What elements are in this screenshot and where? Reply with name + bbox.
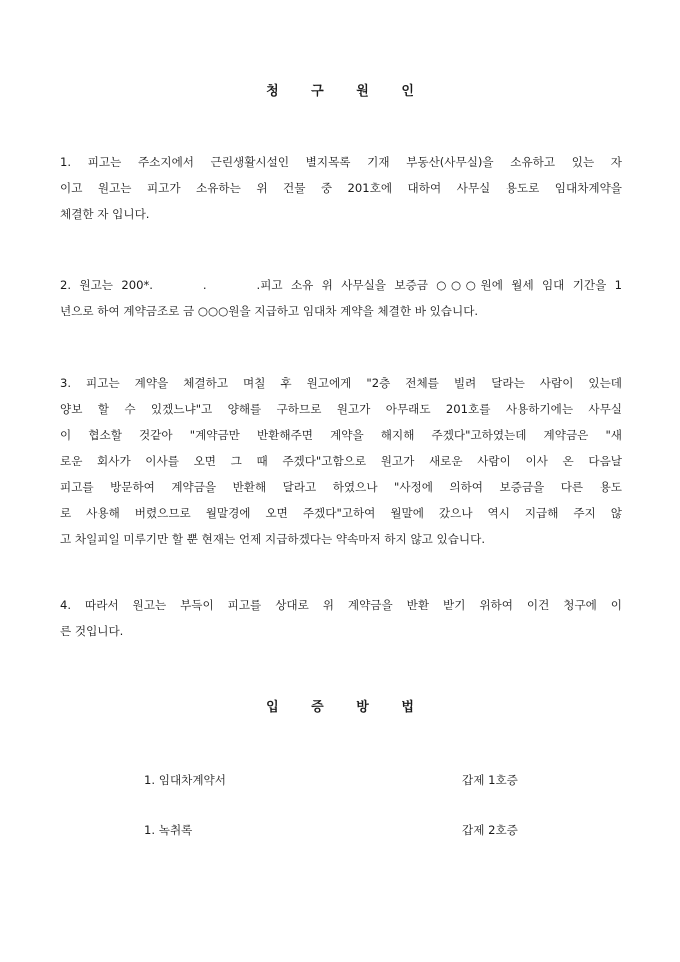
evidence-label: 1. 임대차계약서 — [144, 773, 226, 787]
paragraph-line: 1. 피고는 주소지에서 근린생활시설인 별지목록 기재 부동산(사무실)을 소유하고 있는 자 — [60, 155, 622, 169]
paragraph-line: 고 차일피일 미루기만 할 뿐 현재는 언제 지급하겠다는 약속마저 하지 않고 있습니다. — [60, 532, 486, 546]
evidence-code: 갑제 2호증 — [462, 823, 518, 837]
paragraph-line: 2. 원고는 200*. . .피고 소유 위 사무실을 보증금 ○○○원에 월세 임대 기간을 1 — [60, 278, 622, 292]
paragraph-line: 이고 원고는 피고가 소유하는 위 건물 중 201호에 대하여 사무실 용도로 임대차계약을 — [60, 181, 622, 195]
paragraph-line: 른 것입니다. — [60, 624, 124, 638]
paragraph-line: 체결한 자 입니다. — [60, 207, 150, 221]
paragraph-1 — [60, 149, 622, 227]
paragraph-3 — [60, 370, 622, 552]
claim-cause-heading: 청 구 원 인 — [266, 84, 428, 99]
paragraph-line: 년으로 하여 계약금조로 금 ○○○원을 지급하고 임대차 계약을 체결한 바 있습니다. — [60, 304, 479, 318]
evidence-item — [144, 819, 544, 841]
proof-method-heading: 입 증 방 법 — [266, 700, 428, 715]
evidence-item — [144, 769, 544, 791]
paragraph-line: 피고를 방문하여 계약금을 반환해 달라고 하였으나 "사정에 의하여 보증금을 다른 용도 — [60, 480, 622, 494]
paragraph-2 — [60, 272, 622, 324]
evidence-label: 1. 녹취록 — [144, 823, 193, 837]
paragraph-4 — [60, 592, 622, 644]
paragraph-line: 3. 피고는 계약을 체결하고 며칠 후 원고에게 "2층 전체를 빌려 달라는 사람이 있는데 — [60, 376, 622, 390]
paragraph-line: 로 사용해 버렸으므로 월말경에 오면 주겠다"고하여 월말에 갔으나 역시 지급해 주지 않 — [60, 506, 622, 520]
paragraph-line: 이 협소할 것같아 "계약금만 반환해주면 계약을 해지해 주겠다"고하였는데 계약금은 "새 — [60, 428, 622, 442]
paragraph-line: 양보 할 수 있겠느냐"고 양해를 구하므로 원고가 아무래도 201호를 사용하기에는 사무실 — [60, 402, 622, 416]
evidence-code: 갑제 1호증 — [462, 773, 518, 787]
paragraph-line: 로운 회사가 이사를 오면 그 때 주겠다"고함으로 원고가 새로운 사람이 이사 온 다음날 — [60, 454, 622, 468]
paragraph-line: 4. 따라서 원고는 부득이 피고를 상대로 위 계약금을 반환 받기 위하여 이건 청구에 이 — [60, 598, 622, 612]
